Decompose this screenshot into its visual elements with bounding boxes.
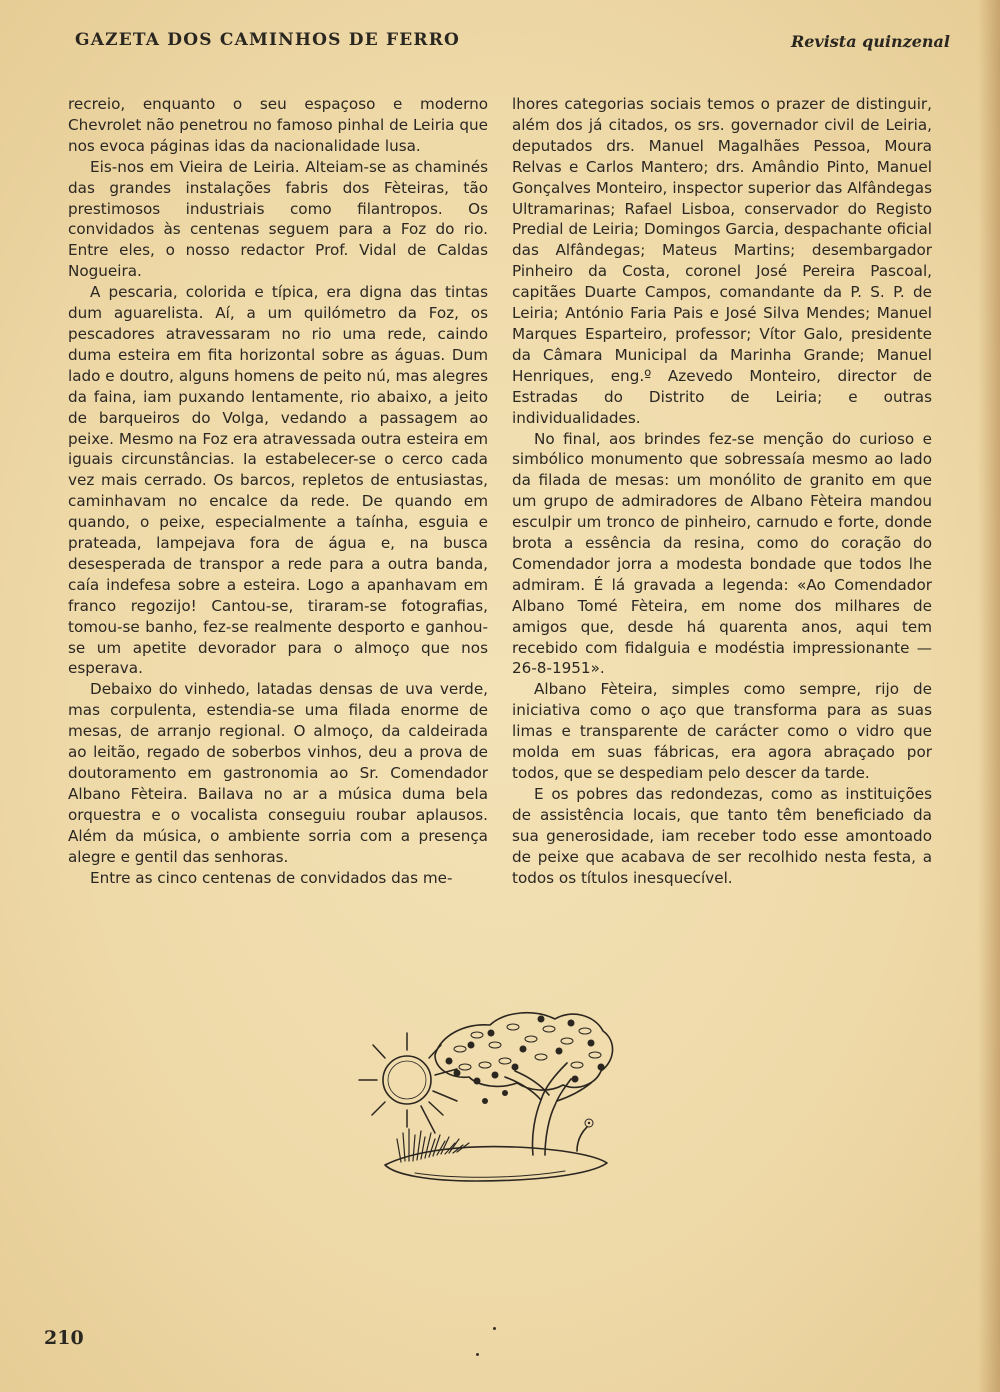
paragraph: Eis-nos em Vieira de Leiria. Alteiam-se as chaminés das grandes instalações fabris dos Fèteiras, tão prestimosos industriais como filantropos. Os convidados às centenas seguem para a Foz do rio. Entre eles, o nosso redactor Prof. Vidal de Caldas Nogueira.: [68, 157, 488, 281]
right-text-column: [512, 94, 932, 888]
print-speck: [493, 1327, 496, 1330]
paragraph: Albano Fèteira, simples como sempre, rijo de iniciativa como o aço que transforma para as suas limas e transparente de carácter como o vidro que molda em suas fábricas, era agora abraçado por todos, que se despediam pelo descer da tarde.: [512, 680, 932, 782]
tree-sun-illustration-icon: [345, 1005, 625, 1190]
print-speck: [476, 1353, 479, 1356]
page-edge-shadow: [978, 0, 1000, 1392]
paragraph: A pescaria, colorida e típica, era digna das tintas dum aguarelista. Aí, a um quilómetro da Foz, os pescadores atravessaram no rio uma rede, caindo duma esteira em fita horizontal sobre as águas. Dum lado e doutro, alguns homens de peito nú, mas alegres da faina, iam puxando lentamente, rio abaixo, a jeito de barqueiros do Volga, vedando a passagem ao peixe. Mesmo na Foz era atravessada outra esteira em iguais circunstâncias. Ia estabelecer-se o cerco cada vez mais cerrado. Os barcos, repletos de entusiastas, caminhavam no encalce da rede. De quando em quando, o peixe, especialmente a taínha, esguia e prateada, lampejava fora de água e, na busca desesperada de transpor a rede para a outra banda, caía indefesa sobre a esteira. Logo a apanhavam em franco regozijo! Cantou-se, tiraram-se fotografias, tomou-se banho, fez-se realmente desporto e ganhou-se um apetite devorador para o almoço que nos esperava.: [68, 283, 488, 678]
paragraph: Entre as cinco centenas de convidados das me-: [90, 868, 453, 887]
publication-subtitle: Revista quinzenal: [790, 32, 950, 51]
page-number: 210: [44, 1327, 84, 1349]
paragraph: recreio, enquanto o seu espaçoso e moderno Chevrolet não penetrou no famoso pinhal de Leiria que nos evoca páginas idas da nacionalidade lusa.: [68, 95, 488, 155]
paragraph: lhores categorias sociais temos o prazer de distinguir, além dos já citados, os srs. governador civil de Leiria, deputados drs. Manuel Magalhães Pessoa, Moura Relvas e Carlos Mantero; drs. Amândio Pinto, Manuel Gonçalves Monteiro, inspector superior das Alfândegas Ultramarinas; Rafael Lisboa, conservador do Registo Predial de Leiria; Domingos Garcia, despachante oficial das Alfândegas; Mateus Martins; desembargador Pinheiro da Costa, coronel José Pereira Pascoal, capitães Duarte Campos, comandante da P. S. P. de Leiria; António Faria Pais e José Silva Mendes; Manuel Marques Esparteiro, professor; Vítor Galo, presidente da Câmara Municipal da Marinha Grande; Manuel Henriques, eng.º Azevedo Monteiro, director de Estradas do Distrito de Leiria; e outras individualidades.: [512, 95, 932, 427]
paragraph: Debaixo do vinhedo, latadas densas de uva verde, mas corpulenta, estendia-se uma filada enorme de mesas, de arranjo regional. O almoço, da caldeirada ao leitão, regado de soberbos vinhos, deu a prova de doutoramento em gastronomia ao Sr. Comendador Albano Fèteira. Bailava no ar a música duma bela orquestra e o vocalista conseguiu roubar aplausos. Além da música, o ambiente sorria com a presença alegre e gentil das senhoras.: [68, 680, 488, 866]
page-header: [75, 30, 950, 56]
publication-title: GAZETA DOS CAMINHOS DE FERRO: [75, 30, 461, 50]
paragraph: No final, aos brindes fez-se menção do curioso e simbólico monumento que sobressaía mesmo ao lado da filada de mesas: um monólito de granito em que um grupo de admiradores de Albano Fèteira mandou esculpir um tronco de pinheiro, carnudo e forte, donde brota a essência da resina, como do coração do Comendador jorra a modesta bondade que todos lhe admiram. É lá gravada a legenda: «Ao Comendador Albano Tomé Fèteira, em nome dos milhares de amigos que, desde há quarenta anos, aqui tem recebido com fidalguia e modéstia impressionante — 26-8-1951».: [512, 429, 932, 678]
left-text-column: [68, 94, 488, 888]
paragraph: E os pobres das redondezas, como as instituições de assistência locais, que tanto têm beneficiado da sua generosidade, iam receber todo esse amontoado de peixe que acabava de ser recolhido nesta festa, a todos os títulos inesquecível.: [512, 784, 932, 887]
